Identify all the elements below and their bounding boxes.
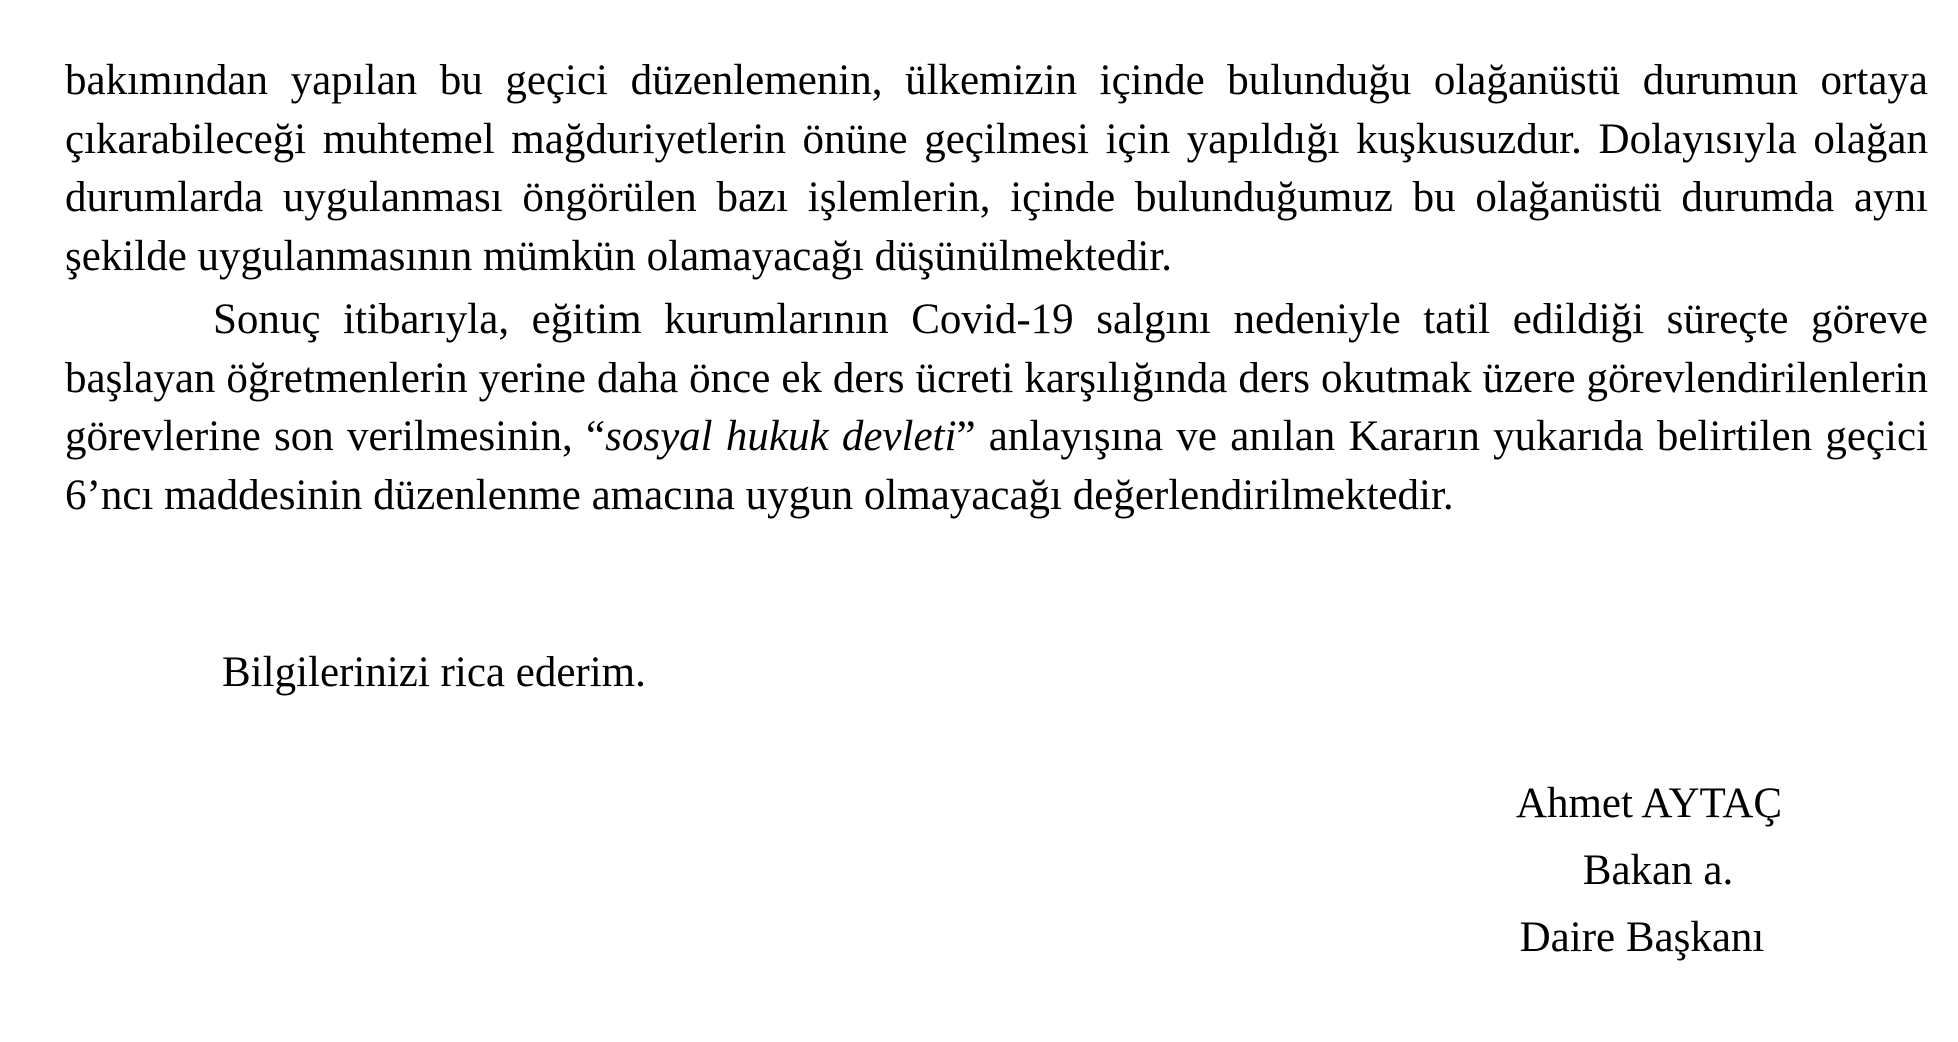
paragraph-conclusion-text-end: ” anlayışına ve anılan Kararın yukarıda belirtilen geçici 6’ncı maddesinin düzenlenme amacına uygun olmayacağı değerlendirilmektedir. (65, 413, 1928, 519)
signatory-name: Ahmet AYTAÇ (1515, 780, 1783, 827)
italic-quoted-phrase: sosyal hukuk devleti (605, 413, 957, 460)
paragraph-continued: bakımından yapılan bu geçici düzenlemenin, ülkemizin içinde bulunduğu olağanüstü durumun ortaya çıkarabileceği muhtemel mağduriyetlerin önüne geçilmesi için yapıldığı kuşkusuzdur. Dolayısıyla olağan durumlarda uygulanması öngörülen bazı işlemlerin, içinde bulunduğumuz bu olağanüstü durumda aynı şekilde uygulanmasının mümkün olamayacağı düşünülmektedir. (65, 57, 1928, 280)
signature-block (1400, 770, 1880, 971)
paragraph-conclusion-text-start: Sonuç itibarıyla, eğitim kurumlarının Covid-19 salgını nedeniyle tatil edildiği süreçte göreve başlayan öğretmenlerin yerine daha önce ek ders ücreti karşılığında ders okutmak üzere görevlendirilenlerin görevlerine son verilmesinin, “ (65, 296, 1928, 460)
paragraph-conclusion (65, 291, 1928, 525)
closing-line: Bilgilerinizi rica ederim. (222, 649, 646, 696)
signatory-title-line-1: Bakan a. (1582, 847, 1734, 894)
document-body (65, 52, 1928, 525)
signatory-title-line-2: Daire Başkanı (1519, 914, 1765, 961)
